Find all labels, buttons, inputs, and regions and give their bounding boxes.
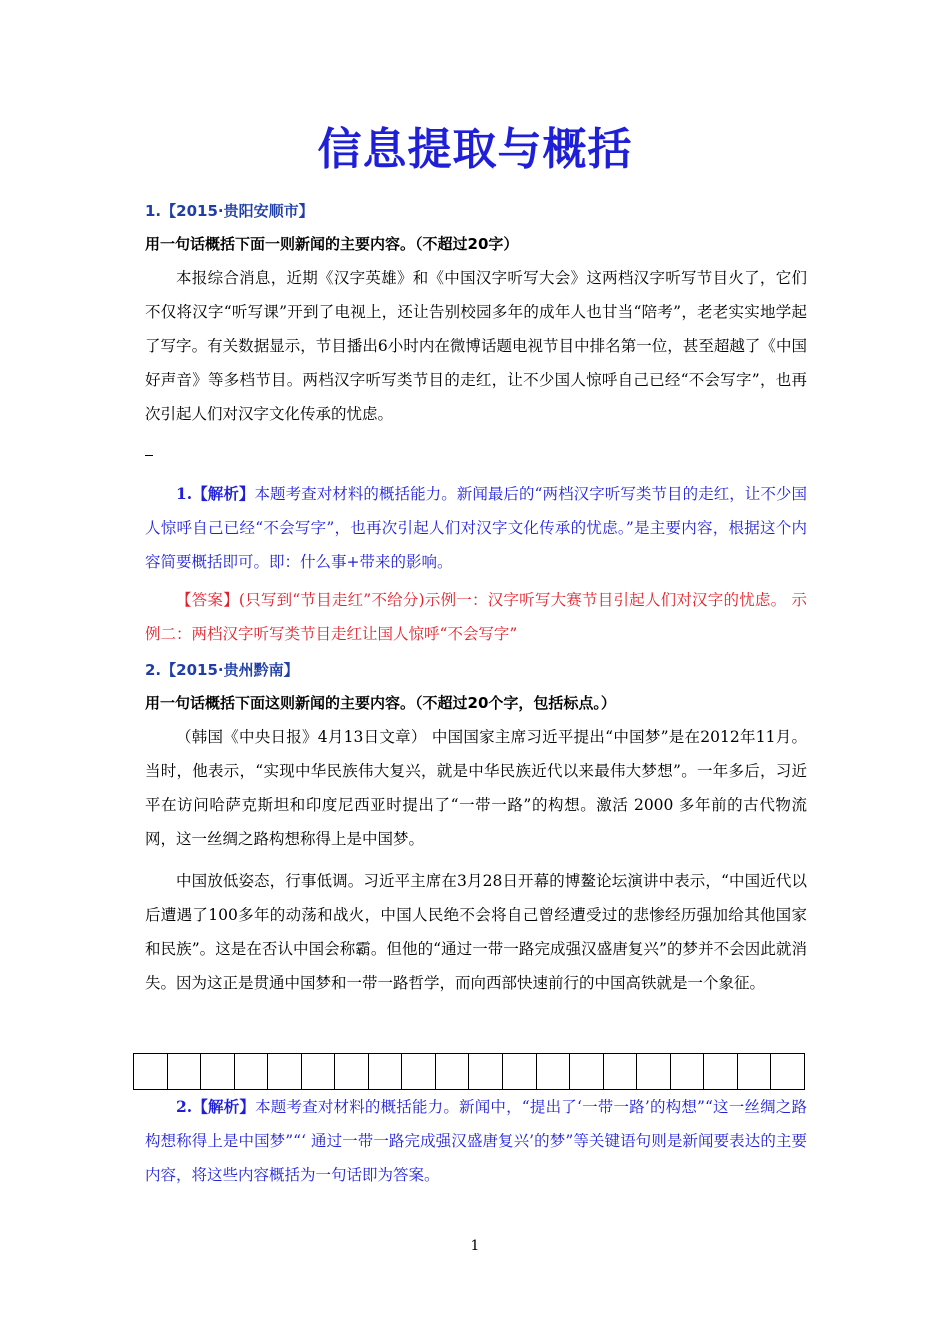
q2-header: 2.【2015·贵州黔南】 [145, 661, 299, 679]
answer-grid-cell[interactable] [335, 1054, 369, 1089]
answer-grid-cell[interactable] [168, 1054, 202, 1089]
answer-grid[interactable] [133, 1053, 805, 1090]
q1-explanation [145, 477, 807, 579]
answer-grid-cell[interactable] [771, 1054, 804, 1089]
answer-grid-cell[interactable] [671, 1054, 705, 1089]
answer-grid-cell[interactable] [134, 1054, 168, 1089]
q2-explanation-text: 本题考查对材料的概括能力。新闻中，“提出了‘一带一路’的构想”“这一丝绸之路构想称得上是中国梦”“‘ 通过一带一路完成强汉盛唐复兴’的梦”等关键语句则是新闻要表达的主要内容，将这些内容概括为一句话即为答案。 [145, 1098, 807, 1184]
answer-grid-cell[interactable] [537, 1054, 571, 1089]
answer-grid-cell[interactable] [738, 1054, 772, 1089]
answer-grid-cell[interactable] [469, 1054, 503, 1089]
answer-grid-cell[interactable] [268, 1054, 302, 1089]
q2-explanation [145, 1090, 807, 1192]
q2-explanation-tag: 2.【解析】 [176, 1097, 256, 1116]
answer-grid-cell[interactable] [369, 1054, 403, 1089]
q1-header: 1.【2015·贵阳安顺市】 [145, 202, 314, 220]
q1-passage: 本报综合消息，近期《汉字英雄》和《中国汉字听写大会》这两档汉字听写节目火了，它们不仅将汉字“听写课”开到了电视上，还让告别校园多年的成年人也甘当“陪考”，老老实实地学起了写字。有关数据显示，节目播出6小时内在微博话题电视节目中排名第一位，甚至超越了《中国好声音》等多档节目。两档汉字听写类节目的走红，让不少国人惊呼自己已经“不会写字”，也再次引起人们对汉字文化传承的忧虑。 [145, 269, 807, 423]
answer-grid-cell[interactable] [235, 1054, 269, 1089]
q2-passage-2: 中国放低姿态，行事低调。习近平主席在3月28日开幕的博鳌论坛演讲中表示，“中国近代以后遭遇了100多年的动荡和战火，中国人民绝不会将自己曾经遭受过的悲惨经历强加给其他国家和民族”。这是在否认中国会称霸。但他的“通过一带一路完成强汉盛唐复兴”的梦并不会因此就消失。因为这正是贯通中国梦和一带一路哲学，而向西部快速前行的中国高铁就是一个象征。 [145, 872, 807, 992]
answer-grid-cell[interactable] [503, 1054, 537, 1089]
page-title: 信息提取与概括 [317, 124, 633, 175]
q2-passage-1: （韩国《中央日报》4月13日文章） 中国国家主席习近平提出“中国梦”是在2012年11月。当时，他表示，“实现中华民族伟大复兴，就是中华民族近代以来最伟大梦想”。一年多后，习近平在访问哈萨克斯坦和印度尼西亚时提出了“一带一路”的构想。激活 2000 多年前的古代物流网，这一丝绸之路构想称得上是中国梦。 [145, 728, 807, 848]
q1-explanation-tag: 1.【解析】 [176, 484, 255, 503]
answer-grid-cell[interactable] [302, 1054, 336, 1089]
q1-answer: 【答案】(只写到“节目走红”不给分)示例一：汉字听写大赛节目引起人们对汉字的忧虑。 示例二：两档汉字听写类节目走红让国人惊呼“不会写字” [145, 591, 807, 643]
answer-grid-cell[interactable] [201, 1054, 235, 1089]
page-number: 1 [470, 1238, 480, 1254]
answer-grid-cell[interactable] [704, 1054, 738, 1089]
q1-prompt: 用一句话概括下面一则新闻的主要内容。（不超过20字） [145, 235, 519, 253]
answer-grid-cell[interactable] [637, 1054, 671, 1089]
q2-prompt: 用一句话概括下面这则新闻的主要内容。（不超过20个字，包括标点。） [145, 694, 616, 712]
answer-grid-cell[interactable] [436, 1054, 470, 1089]
answer-grid-cell[interactable] [402, 1054, 436, 1089]
answer-blank-line [145, 455, 153, 456]
answer-grid-cell[interactable] [570, 1054, 604, 1089]
answer-grid-cell[interactable] [604, 1054, 638, 1089]
q1-explanation-text: 本题考查对材料的概括能力。新闻最后的“两档汉字听写类节目的走红，让不少国人惊呼自己已经“不会写字”，也再次引起人们对汉字文化传承的忧虑。”是主要内容，根据这个内容简要概括即可。即：什么事+带来的影响。 [145, 485, 807, 571]
